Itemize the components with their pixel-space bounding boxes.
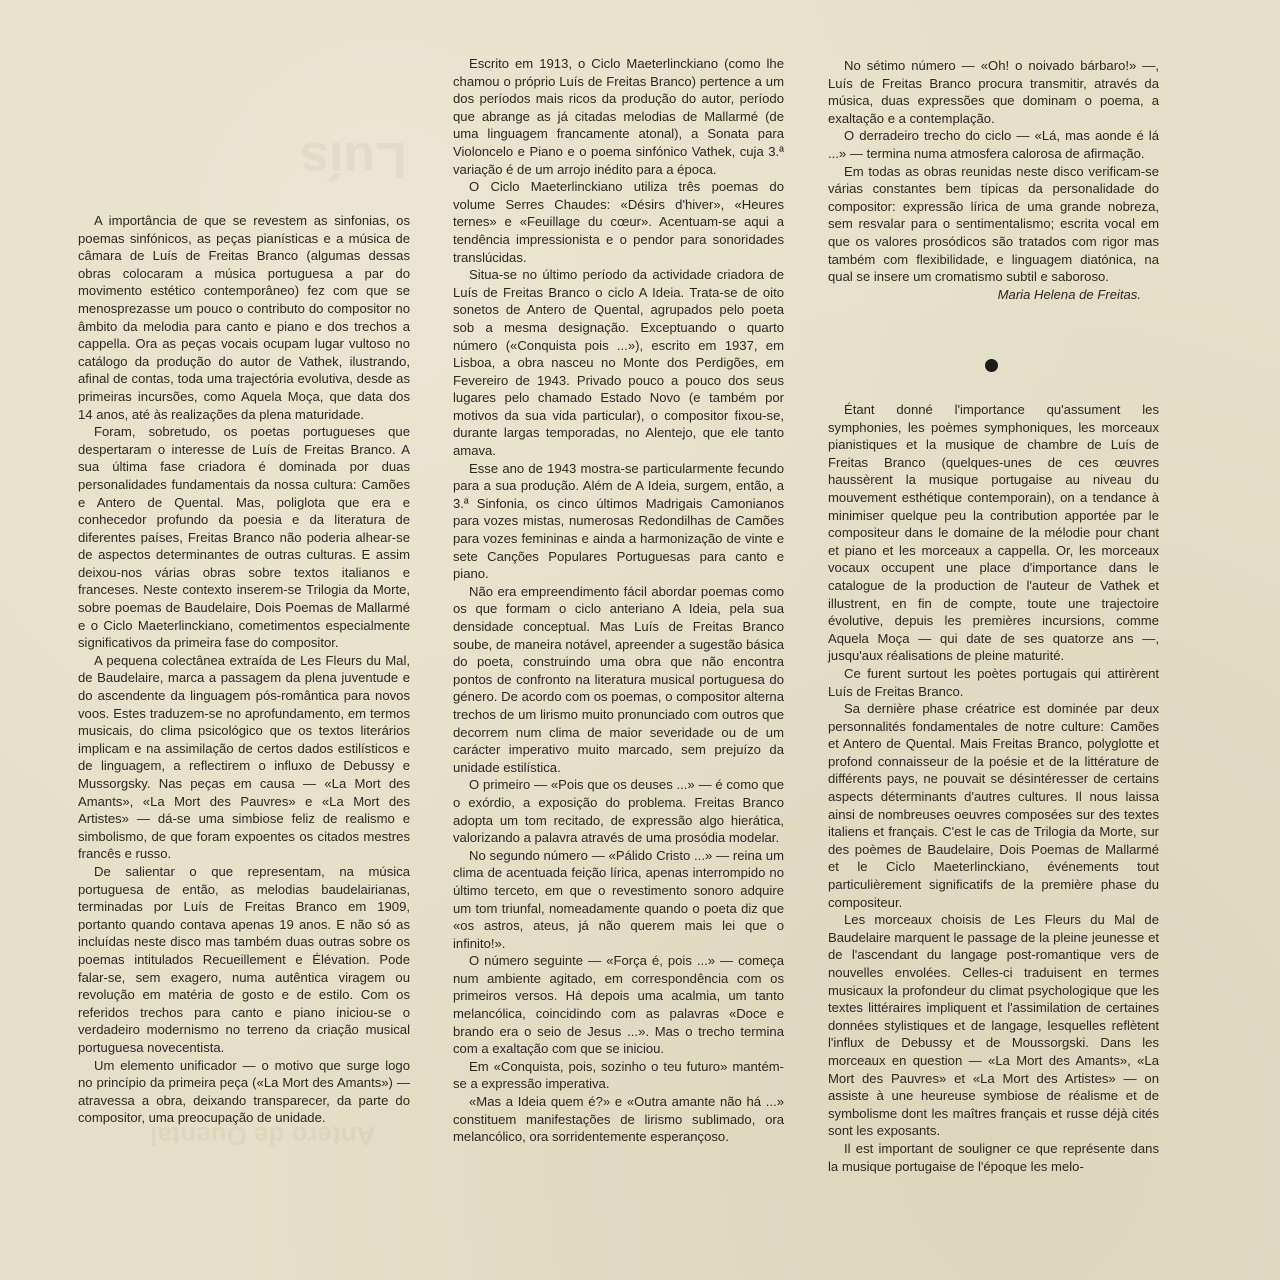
paragraph: Foram, sobretudo, os poetas portugueses que despertaram o interesse de Luís de Freitas Branco. A sua última fase criadora é dominada por duas personalidades fundamentais da nossa cultura: Camões e Antero de Quental. Mas, poliglota que era e conhecedor profundo da poesia e da literatura de diferentes países, Freitas Branco não poderia alhear-se de aspectos determinantes de outras culturas. E assim deixou-nos várias obras sobre textos italianos e franceses. Neste contexto inserem-se Trilogia da Morte, sobre poemas de Baudelaire, Dois Poemas de Mallarmé e o Ciclo Maeterlinckiano, cometimentos especialmente significativos da primeira fase do compositor. <box>78 424 410 651</box>
paragraph: O derradeiro trecho do ciclo — «Lá, mas aonde é lá ...» — termina numa atmosfera calorosa de afirmação. <box>828 128 1159 161</box>
paragraph: No segundo número — «Pálido Cristo ...» — reina um clima de acentuada feição lírica, apenas interrompido no último terceto, em que o revestimento sonoro adquire um tom triunfal, nomeadamente quando o poeta diz que «os astros, ateus, já não querem mais lei que o infinito!». <box>453 847 784 951</box>
paragraph: O primeiro — «Pois que os deuses ...» — é como que o exórdio, a exposição do problema. Freitas Branco adopta um tom recitado, de expressão algo hierática, valorizando a palavra através de uma prosódia modelar. <box>453 777 784 846</box>
paragraph: Étant donné l'importance qu'assument les symphonies, les poèmes symphoniques, les morceaux pianistiques et la musique de chambre de Luís de Freitas Branco (quelques-unes de ces œuvres haussèrent la musique portugaise au niveau du mouvement esthétique contemporain), on a tendance à minimiser quelque peu la contribution apportée par le compositeur dans le domaine de la mélodie pour chant et piano et les morceaux a cappella. Or, les morceaux vocaux occupent une place d'importance dans le catalogue de la production de l'auteur de Vathek et illustrent, en fin de compte, toute une trajectoire évolutive, depuis les premières incursions, comme Aquela Moça — qui date de ses quatorze ans —, jusqu'aux réalisations de pleine maturité. <box>828 402 1159 664</box>
paragraph: Em todas as obras reunidas neste disco verificam-se várias constantes bem típicas da personalidade do compositor: expressão lírica de uma grande nobreza, sem resvalar para o sentimentalismo; escrita vocal em que os valores prosódicos são tratados com rigor mas também com flexibilidade, e linguagem diatónica, na qual se insere um cromatismo subtil e saboroso. <box>828 163 1159 285</box>
paragraph: Les morceaux choisis de Les Fleurs du Mal de Baudelaire marquent le passage de la pleine jeunesse et de l'ascendant du langage post-romantique vers de nouvelles envolées. Celles-ci traduisent en termes musicaux la profondeur du climat psychologique que les textes littéraires impliquent et l'assimilation de certaines données stylistiques et de langage, lesquelles reflètent l'influx de Debussy et de Moussorgski. Dans les morceaux en question — «La Mort des Amants», «La Mort des Pauvres» et «La Mort des Artistes» — on assiste à une heureuse symbiose de réalisme et de symbolisme dont les maîtres français et russe déjà cités sont les exposants. <box>828 912 1159 1139</box>
bleed-through-antero: Antero de Quental <box>150 1121 376 1151</box>
paragraph: Em «Conquista, pois, sozinho o teu futuro» mantém-se a expressão imperativa. <box>453 1058 784 1092</box>
bleed-through-title <box>300 130 407 190</box>
paragraph: Escrito em 1913, o Ciclo Maeterlinckiano (como lhe chamou o próprio Luís de Freitas Branco) pertence a um dos períodos mais ricos da produção do autor, período que abrange as já citadas melodias de Mallarmé (de uma linguagem francamente atonal), a Sonata para Violoncelo e Piano e o poema sinfónico Vathek, cuja 3.ª variação é de um arrojo inédito para a época. <box>453 56 784 177</box>
paragraph: Não era empreendimento fácil abordar poemas como os que formam o ciclo anteriano A Ideia, pela sua densidade conceptual. Mas Luís de Freitas Branco soube, de maneira notável, apreender a sugestão básica do poeta, construindo uma obra que não encontra pontos de confronto na literatura musical portuguesa do género. De acordo com os poemas, o compositor alterna trechos de um lirismo muito pronunciado com outros que decorrem num clima de maior severidade ou de um carácter imperativo muito marcado, sem prejuízo da unidade estilística. <box>453 583 784 775</box>
paragraph: Ce furent surtout les poètes portugais qui attirèrent Luís de Freitas Branco. <box>828 665 1159 699</box>
paragraph: Um elemento unificador — o motivo que surge logo no princípio da primeira peça («La Mort des Amants») — atravessa a obra, deixando transparecer, da parte do compositor, uma preocupação de unidade. <box>78 1057 410 1126</box>
paragraph: A importância de que se revestem as sinfonias, os poemas sinfónicos, as peças pianísticas e a música de câmara de Luís de Freitas Branco (algumas dessas obras colocaram a música portuguesa a par do movimento estético contemporâneo) fez com que se menosprezasse um pouco o contributo do compositor no âmbito da melodia para canto e piano e dos trechos a cappella. Ora as peças vocais ocupam lugar vultoso no catálogo da produção do autor de Vathek, ilustrando, afinal de contas, toda uma trajectória evolutiva, desde as primeiras incursões, como Aquela Moça, que data dos 14 anos, até às realizações da plena maturidade. <box>78 213 410 422</box>
column-french <box>828 401 1159 1175</box>
paragraph: O Ciclo Maeterlinckiano utiliza três poemas do volume Serres Chaudes: «Désirs d'hiver», «Heures ternes» e «Feuillage du cœur». Acentuam-se aqui a tendência impressionista e o pendor para sonoridades translúcidas. <box>453 179 784 265</box>
column-portuguese-1 <box>78 212 410 1127</box>
author-signature: Maria Helena de Freitas. <box>997 286 1141 302</box>
paragraph: Il est important de souligner ce que représente dans la musique portugaise de l'époque les melo- <box>828 1140 1159 1174</box>
paragraph: Sa dernière phase créatrice est dominée par deux personnalités fondamentales de notre culture: Camões et Antero de Quental. Mais Freitas Branco, polyglotte et profond connaisseur de la poésie et de la littérature de différents pays, ne pouvait se désintéresser de certains aspects déterminants d'autres cultures. Il nous laissa ainsi de nombreuses oeuvres composées sur des textes italiens et français. C'est le cas de Trilogia da Morte, sur des poèmes de Baudelaire, Dois Poemas de Mallarmé et le Ciclo Maeterlinckiano, événements tout particulièrement significatifs de la première phase du compositeur. <box>828 701 1159 910</box>
paragraph: Situa-se no último período da actividade criadora de Luís de Freitas Branco o ciclo A Ideia. Trata-se de oito sonetos de Antero de Quental, agrupados pelo poeta sob a mesma designação. Exceptuando o quarto número («Conquista pois ...»), escrito em 1937, em Lisboa, a obra nasceu no Monte dos Perdigões, em Fevereiro de 1943. Privado pouco a pouco dos seus lugares pelo chamado Estado Novo (e também por motivos da sua vida particular), o compositor fixou-se, durante largas temporadas, no Alentejo, que ele tanto amava. <box>453 267 784 459</box>
paragraph: O número seguinte — «Força é, pois ...» — começa num ambiente agitado, em correspondência com os primeiros versos. Há depois uma acalmia, um tanto melancólica, coincidindo com as palavras «Doce e brando era o seio de Jesus ...». Mas o trecho termina com a exaltação com que se iniciou. <box>453 953 784 1057</box>
paragraph: A pequena colectânea extraída de Les Fleurs du Mal, de Baudelaire, marca a passagem da plena juventude e do ascendente da linguagem pós-romântica para novos voos. Estes traduzem-se no aprofundamento, em termos musicais, do clima psicológico que os textos literários implicam e na assimilação de certos dados estilísticos e de linguagem, a reflectirem o influxo de Debussy e Mussorgsky. Nas peças em causa — «La Mort des Amants», «La Mort des Pauvres» e «La Mort des Artistes» — dá-se uma simbiose feliz de realismo e simbolismo, de que foram expoentes os citados mestres francês e russo. <box>78 652 410 862</box>
paragraph: De salientar o que representam, na música portuguesa de então, as melodias baudelairianas, terminadas por Luís de Freitas Branco em 1909, portanto quando contava apenas 19 anos. E não só as incluídas neste disco mas também duas outras sobre os poemas intitulados Recueillement e Élévation. Pode falar-se, sem exagero, numa autêntica viragem ou revolução em matéria de gosto e de estilo. Com os referidos trechos para canto e piano iniciou-se o verdadeiro modernismo no terreno da criação musical portuguesa novecentista. <box>78 863 410 1055</box>
paragraph: «Mas a Ideia quem é?» e «Outra amante não há ...» constituem manifestações de lirismo sublimado, ora melancólico, ora sorridentemente esperançoso. <box>453 1094 784 1145</box>
section-divider-dot <box>985 359 998 372</box>
paragraph: Esse ano de 1943 mostra-se particularmente fecundo para a sua produção. Além de A Ideia, surgem, então, a 3.ª Sinfonia, os cinco últimos Madrigais Camonianos para vozes mistas, numerosas Redondilhas de Camões para vozes femininas e ainda a harmonização de vinte e sete Canções Populares Portuguesas para canto e piano. <box>453 460 784 582</box>
paragraph: No sétimo número — «Oh! o noivado bárbaro!» —, Luís de Freitas Branco procura transmitir, através da música, duas expressões que dominam o poema, a exaltação e a contemplação. <box>828 58 1159 126</box>
bleed-through-luis: Luís <box>300 131 407 189</box>
column-portuguese-2 <box>453 55 784 1146</box>
column-portuguese-3 <box>828 57 1159 303</box>
